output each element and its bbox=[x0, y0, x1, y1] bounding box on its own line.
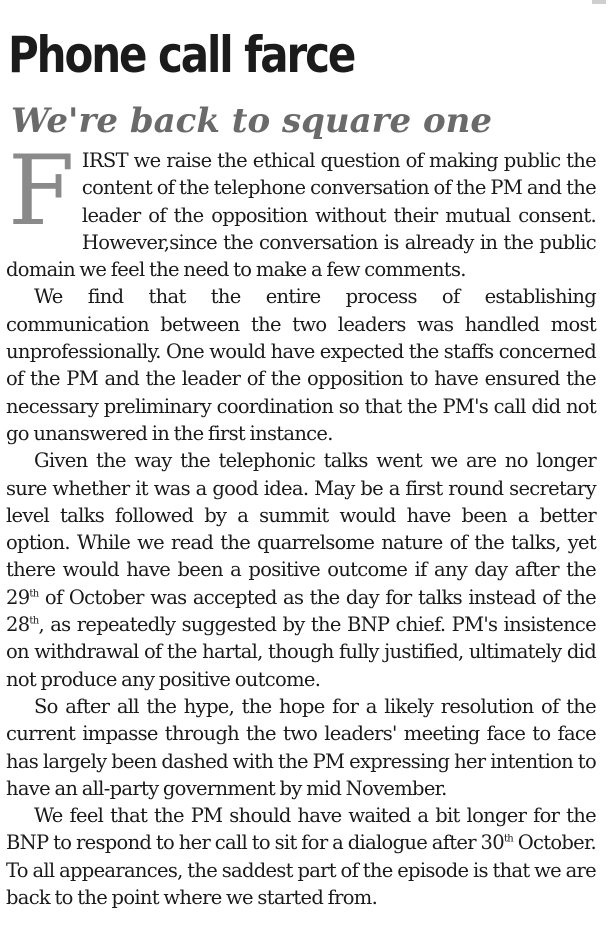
subheadline: We're back to square one bbox=[11, 101, 493, 141]
paragraph-3-text-a: Given the way the telephonic talks went we are no longer sure whether it was a good idea. May be a first round secretary level talks followed by a summit would have been a better option. While we read the quarrelsome nature of the talks, yet there would have been a positive outcome if any day after the 29 bbox=[6, 449, 596, 609]
paragraph-3 bbox=[6, 447, 596, 693]
ordinal-suffix-29th: th bbox=[29, 588, 39, 600]
corner-mark bbox=[592, 0, 606, 4]
ordinal-suffix-28th: th bbox=[29, 615, 39, 627]
ordinal-suffix-30th: th bbox=[503, 833, 513, 845]
paragraph-5-text-a: We feel that the PM should have waited a bit longer for the BNP to respond to her call to sit for a dialogue after 30 bbox=[6, 804, 596, 855]
paragraph-1 bbox=[6, 135, 596, 283]
paragraph-5-text-b: October. To all appearances, the saddest part of the episode is that we are back to the point where we started from. bbox=[6, 831, 610, 910]
headline: Phone call farce bbox=[8, 26, 355, 84]
paragraph-3-text-b: of October was accepted as the day for talks instead of the 28 bbox=[6, 585, 596, 637]
paragraph-4: So after all the hype, the hope for a likely resolution of the current impasse through the two leaders' meeting face to face has largely been dashed with the PM expressing her intention to have an all-party government by mid November. bbox=[6, 694, 596, 800]
paragraph-3-text-c: , as repeatedly suggested by the BNP chief. PM's insistence on withdrawal of the hartal, though fully justified, ultimately did not produce any positive outcome. bbox=[6, 613, 596, 691]
paragraph-2: We find that the entire process of establishing communication between the two leaders was handled most unprofessionally. One would have expected the staffs concerned of the PM and the leader of the opposition to have ensured the necessary preliminary coordination so that the PM's call did not go unanswered in the first instance. bbox=[6, 285, 596, 445]
paragraph-5 bbox=[6, 802, 610, 911]
drop-cap: F bbox=[8, 135, 74, 247]
article-body bbox=[6, 135, 610, 911]
paragraph-1-text: IRST we raise the ethical question of making public the content of the telephone conversation of the PM and the leader of the opposition without their mutual consent. However,since the conversation is already in the public domain we feel the need to make a few comments. bbox=[6, 149, 596, 282]
